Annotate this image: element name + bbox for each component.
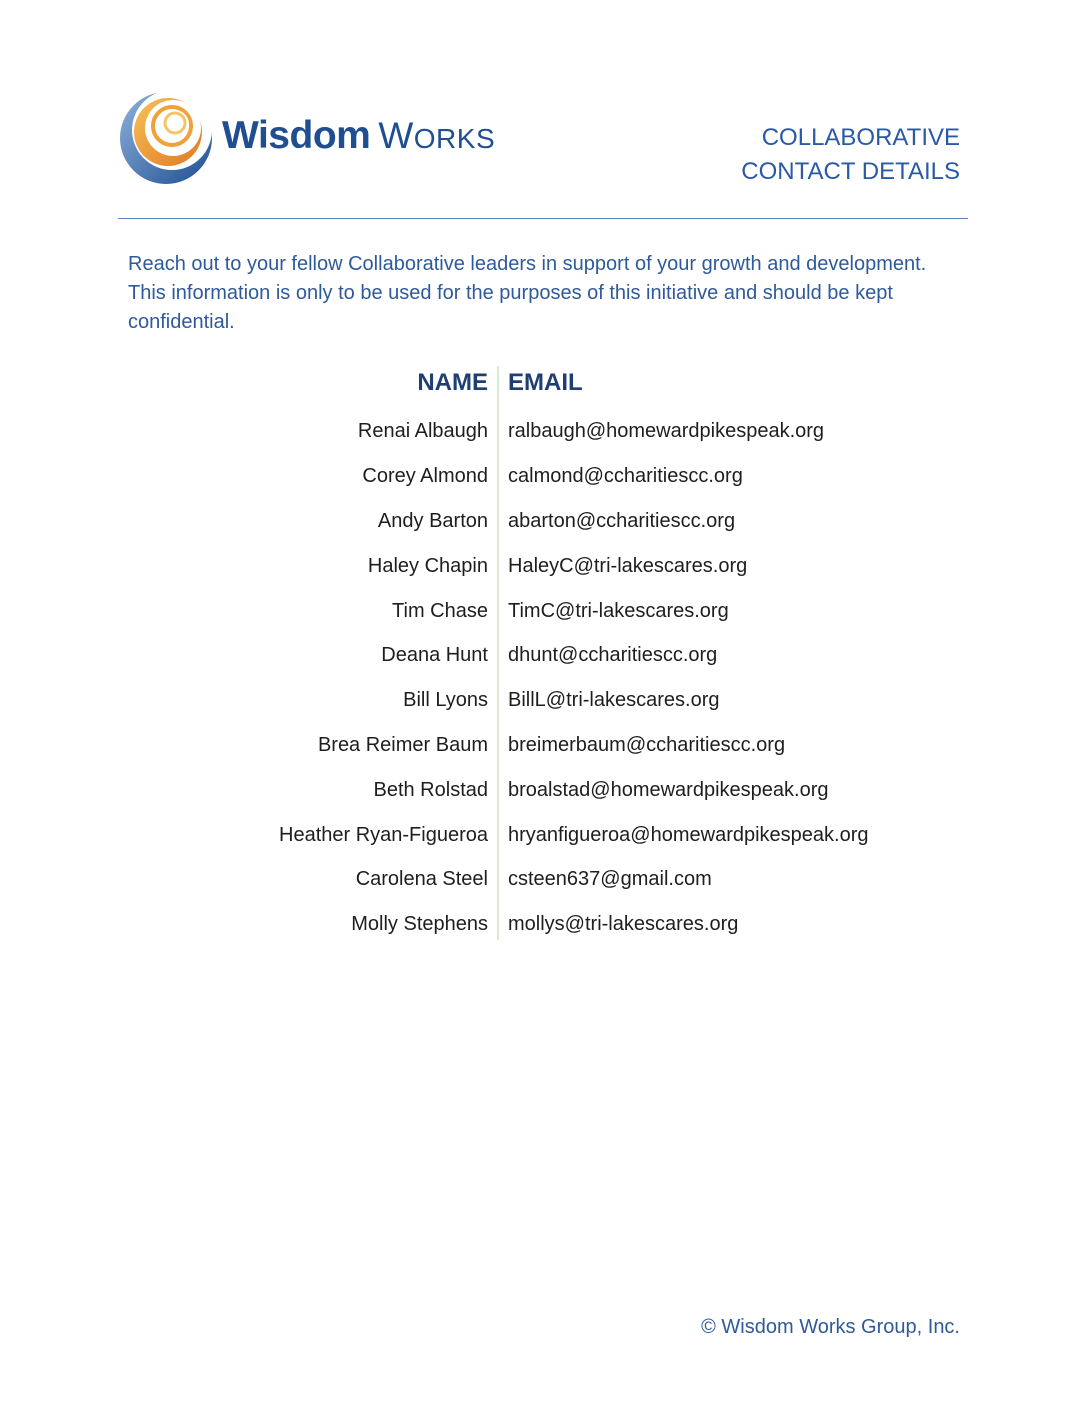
contact-email: mollys@tri-lakescares.org [508, 913, 739, 935]
table-row [200, 555, 960, 585]
contact-name: Andy Barton [377, 510, 488, 532]
table-row [200, 420, 960, 450]
contact-email: calmond@ccharitiescc.org [508, 465, 743, 487]
logo-wordmark [222, 114, 495, 158]
contact-email: dhunt@ccharitiescc.org [508, 644, 718, 666]
contact-name: Molly Stephens [351, 913, 488, 935]
contact-email: abarton@ccharitiescc.org [508, 510, 736, 532]
copyright-footer: © Wisdom Works Group, Inc. [701, 1316, 960, 1338]
intro-paragraph: Reach out to your fellow Collaborative leaders in support of your growth and development. This information is only to be used for the purposes of this initiative and should be kept confidential. [128, 253, 927, 333]
contact-email: HaleyC@tri-lakescares.org [508, 555, 748, 577]
contact-email: ralbaugh@homewardpikespeak.org [508, 420, 825, 442]
contact-name: Beth Rolstad [373, 779, 488, 801]
title-line-1: COLLABORATIVE [761, 124, 960, 151]
contact-name: Brea Reimer Baum [317, 734, 488, 756]
document-title [741, 121, 960, 189]
logo-word-wisdom: Wisdom [222, 114, 371, 157]
contact-name: Carolena Steel [355, 868, 488, 890]
contact-email: csteen637@gmail.com [508, 868, 712, 890]
contact-name: Tim Chase [392, 600, 488, 622]
table-row [200, 734, 960, 764]
contact-name: Deana Hunt [381, 644, 488, 666]
table-row [200, 510, 960, 540]
contact-name: Haley Chapin [367, 555, 488, 577]
sun-swirl-icon [118, 88, 218, 188]
logo-word-works: WORKS [378, 115, 496, 156]
contact-email: breimerbaum@ccharitiescc.org [508, 734, 786, 756]
table-row [200, 644, 960, 674]
table-row [200, 824, 960, 854]
name-column-header: NAME [417, 369, 488, 396]
contact-name: Heather Ryan-Figueroa [279, 824, 488, 846]
contact-name: Bill Lyons [403, 689, 488, 711]
contact-email: broalstad@homewardpikespeak.org [508, 779, 829, 801]
table-row [200, 868, 960, 898]
wisdom-works-logo [118, 88, 498, 188]
table-row [200, 913, 960, 943]
contact-name: Renai Albaugh [357, 420, 488, 442]
email-column-header: EMAIL [508, 369, 583, 396]
table-row [200, 689, 960, 719]
header-divider [118, 218, 968, 219]
table-row [200, 779, 960, 809]
title-line-2: CONTACT DETAILS [741, 158, 960, 185]
table-row [200, 465, 960, 495]
contact-email: hryanfigueroa@homewardpikespeak.org [508, 824, 869, 846]
contact-name: Corey Almond [362, 465, 488, 487]
contact-email: BillL@tri-lakescares.org [508, 689, 720, 711]
contact-email: TimC@tri-lakescares.org [508, 600, 729, 622]
table-row [200, 600, 960, 630]
